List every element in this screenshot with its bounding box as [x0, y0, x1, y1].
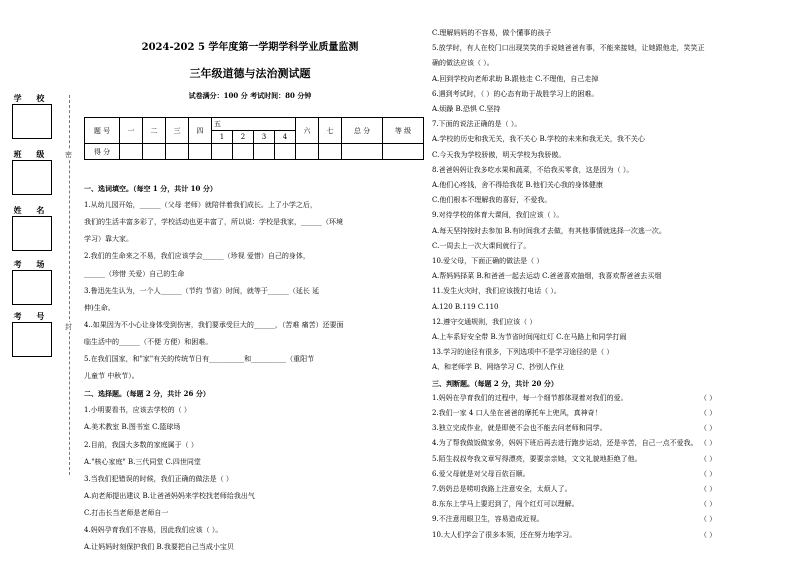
question-line: 5.陌生叔叔夸我文章写得漂亮，要要亲亲她，文文礼貌地拒绝了他。: [432, 454, 642, 463]
question-line: 8.爸爸妈妈让我多吃水果和蔬菜，不给我买零食，这是因为（ ）。: [432, 165, 634, 174]
question-line: A.美术教室 B.图书室 C.篮球场: [84, 423, 181, 432]
question-line: 2.目前，我国大多数的家庭属于（ ）: [84, 440, 198, 449]
score-cell[interactable]: [342, 144, 383, 160]
question-line: 11.发生火灾时，我们应该拨打电话（ ）。: [432, 287, 561, 296]
score-cell[interactable]: [189, 144, 212, 160]
answer-bracket[interactable]: （ ）: [700, 469, 717, 478]
answer-bracket[interactable]: （ ）: [700, 515, 717, 524]
question-line: 3.鲁迅先生认为，一个人______（节约 节省）时间，就等于______（延长 延: [84, 286, 320, 295]
score-cell[interactable]: [254, 144, 275, 160]
exam-room-box[interactable]: [12, 259, 52, 305]
question-line: 12.遵守交通规则，我们应该（ ）: [432, 317, 537, 326]
question-line: 7.下面的说法正确的是（ ）。: [432, 120, 522, 129]
question-line: 7.奶奶总是唠叨我路上注意安全，太烦人了。: [432, 485, 572, 493]
question-line: 6.遇到考试时，（ ）的心态有助于战胜学习上的困难。: [432, 89, 599, 98]
table-header-cell: 五: [212, 118, 296, 131]
question-line: A.他们心疼钱，舍不得给我花 B.他们关心我的身体健康: [432, 181, 603, 189]
question-line: C.今天我为学校骄傲，明天学校为我骄傲。: [432, 150, 566, 159]
question-line: 1.从幼儿园开始，______（父母 老师）就陪伴着我们成长。上了小学之后，: [84, 201, 317, 210]
table-header-cell: 二: [143, 118, 166, 144]
question-line: A.上车系好安全带 B.为节省时间闯红灯 C.在马路上和同学打闹: [432, 333, 627, 341]
score-cell[interactable]: [296, 144, 319, 160]
table-header-cell: 总 分: [342, 118, 383, 144]
score-cell[interactable]: [233, 144, 254, 160]
table-subheader-cell: 1: [212, 131, 233, 144]
table-subheader-cell: 2: [233, 131, 254, 144]
class-label: 班 级: [13, 149, 51, 159]
section-heading: 一、选词填空。（每空 1 分，共计 10 分）: [84, 184, 217, 193]
section-heading: 三、判断题。（每题 2 分，共计 20 分）: [432, 378, 558, 388]
score-cell[interactable]: [166, 144, 189, 160]
question-line: A.120 B.119 C.110: [432, 302, 499, 311]
page-title: 2024-202 5 学年度第一学期学科学业质量监测: [141, 42, 359, 53]
question-line: A.向老师提出建议 B.让爸爸妈妈来学校找老师给我出气: [84, 491, 255, 500]
question-line: 1.小明要看书，应该去学校的（ ）: [84, 406, 191, 415]
question-line: ______（珍惜 关爱）自己的生命: [84, 269, 185, 278]
score-cell[interactable]: [143, 144, 166, 160]
question-line: 9.对待学校的体育大课间，我们应该（ ）。: [432, 211, 564, 220]
table-header-cell: 三: [166, 118, 189, 144]
question-line: A.帮妈妈择菜 B.和爸爸一起去运动 C.爸爸喜欢抽烟，我喜欢帮爸爸去买烟: [432, 272, 662, 281]
question-line: C.打击长当老师是老师自一: [84, 508, 169, 517]
score-cell[interactable]: [212, 144, 233, 160]
question-line: 4.妈妈孕育我们不容易，因此我们应该（ ）。: [84, 526, 223, 534]
seal-mark-feng: 封: [65, 323, 72, 331]
exam-number-box[interactable]: [12, 311, 52, 357]
question-line: 2.我们的生命来之不易，我们应该学会______（珍视 爱惜）自己的身体，: [84, 252, 310, 261]
question-line: A.烦躁 B.恐惧 C.坚持: [432, 105, 501, 113]
question-line: A、和老师学 B、网络学习 C、抄别人作业: [432, 363, 565, 372]
question-line: 10.爱父母，下面正确的做法是（ ）: [432, 257, 544, 265]
question-line: C.理解妈妈的不容易，做个懂事的孩子: [432, 29, 552, 37]
question-line: 3.独立完成作业，就是即使不会也不能去问老师和同学。: [432, 424, 607, 433]
question-line: 5.在我们国家，和"家"有关的传统节日有__________和__________（重阳节: [84, 355, 315, 363]
score-cell[interactable]: [319, 144, 342, 160]
question-line: 5.放学时，有人在校门口出现笑笑的手说她爸爸有事，不能来接她，让她跟他走，笑笑正: [432, 44, 705, 53]
answer-bracket[interactable]: （ ）: [700, 424, 717, 433]
question-line: 13.学习的途径有很多，下列选项中不是学习途径的是（ ）: [432, 348, 614, 357]
question-line: 学习）靠大家。: [84, 235, 133, 244]
class-box[interactable]: [12, 149, 52, 195]
answer-bracket[interactable]: （ ）: [700, 485, 717, 493]
question-line: 确的做法应该（ ）。: [432, 59, 494, 68]
name-label: 姓 名: [13, 205, 51, 215]
answer-bracket[interactable]: （ ）: [700, 439, 717, 448]
answer-bracket[interactable]: （ ）: [700, 454, 717, 463]
question-line: 2.我们一家 4 口人坐在爸爸的摩托车上兜风，真神奇！: [432, 409, 602, 417]
score-table: [84, 117, 424, 160]
seal-mark-mi: 密: [65, 151, 72, 159]
school-box[interactable]: [12, 93, 52, 139]
question-line: 3.当我们犯错误的时候，我们正确的做法是（ ）: [84, 474, 233, 483]
exam-number-label: 考 号: [13, 311, 51, 321]
table-header-cell: 七: [319, 118, 342, 144]
question-line: 1.妈妈在孕育我们的过程中，每一个细节都体现着对我们的爱。: [432, 393, 628, 402]
question-line: C.他们根本不理解我的喜好，不爱我。: [432, 196, 552, 205]
question-line: C.一周去上一次大课间就行了。: [432, 241, 531, 250]
table-subheader-cell: 4: [275, 131, 296, 144]
school-label: 学 校: [13, 93, 51, 103]
section-heading: 二、选择题。（每题 2 分，共计 26 分）: [84, 389, 210, 399]
question-line: A.回到学校向老师求助 B.跟他走 C.不理他，自己走掉: [432, 74, 599, 83]
answer-bracket[interactable]: （ ）: [700, 393, 717, 402]
question-line: 儿童节 中秋节）。: [84, 372, 139, 381]
question-line: A."核心家庭" B.三代同堂 C.四世同堂: [84, 457, 201, 466]
question-line: 9.不注意用眼卫生，容易造成近视。: [432, 515, 544, 524]
score-cell[interactable]: [383, 144, 424, 160]
question-line: 4..如果因为不小心让身体受到伤害，我们要承受巨大的______，（苦难 痛苦）还要面: [84, 320, 344, 329]
question-line: 8.东东上学马上要迟到了，闯个红灯可以理解。: [432, 500, 579, 509]
answer-bracket[interactable]: （ ）: [700, 409, 717, 417]
name-box[interactable]: [12, 205, 52, 251]
answer-bracket[interactable]: （ ）: [700, 530, 717, 539]
table-header-cell: 六: [296, 118, 319, 144]
question-line: 4.为了帮我做饭做家务，妈妈下班后再去进行跑步运动，还是辛苦，自己一点不爱我。: [432, 439, 698, 448]
question-line: 6.爱父母就是对父母百依百顺。: [432, 469, 530, 478]
score-cell[interactable]: [275, 144, 296, 160]
table-header-cell: 等 级: [383, 118, 424, 144]
page-subtitle: 三年级道德与法治测试题: [189, 67, 311, 80]
table-header-cell: 一: [120, 118, 143, 144]
question-line: 临生活中的______（不便 方便）和困难。: [84, 337, 213, 346]
score-row-label: 得 分: [85, 144, 120, 160]
answer-bracket[interactable]: （ ）: [700, 500, 717, 509]
question-line: A.每天坚持按时去参加 B.有时间我才去做，有其他事情就选择一次逃一次。: [432, 226, 666, 235]
exam-meta: 试卷满分：100 分 考试时间：80 分钟: [188, 91, 312, 100]
table-subheader-cell: 3: [254, 131, 275, 144]
question-line: 伸)生命。: [84, 303, 115, 312]
question-line: 10.大人们学会了很多本领，还在努力地学习。: [432, 530, 577, 539]
table-header-cell: 四: [189, 118, 212, 144]
exam-room-label: 考 场: [13, 259, 51, 269]
score-cell[interactable]: [120, 144, 143, 160]
table-header-cell: 题 号: [85, 118, 120, 144]
question-line: 我们的生活丰富多彩了，学校活动也更丰富了，所以说：学校是我家，______（环境: [84, 218, 343, 227]
question-line: A.学校的历史和我无关，我不关心 B.学校的未来和我无关，我不关心: [432, 135, 645, 144]
question-line: A.让妈妈时刻保护我们 B.我要把自己当成小宝贝: [84, 543, 234, 552]
